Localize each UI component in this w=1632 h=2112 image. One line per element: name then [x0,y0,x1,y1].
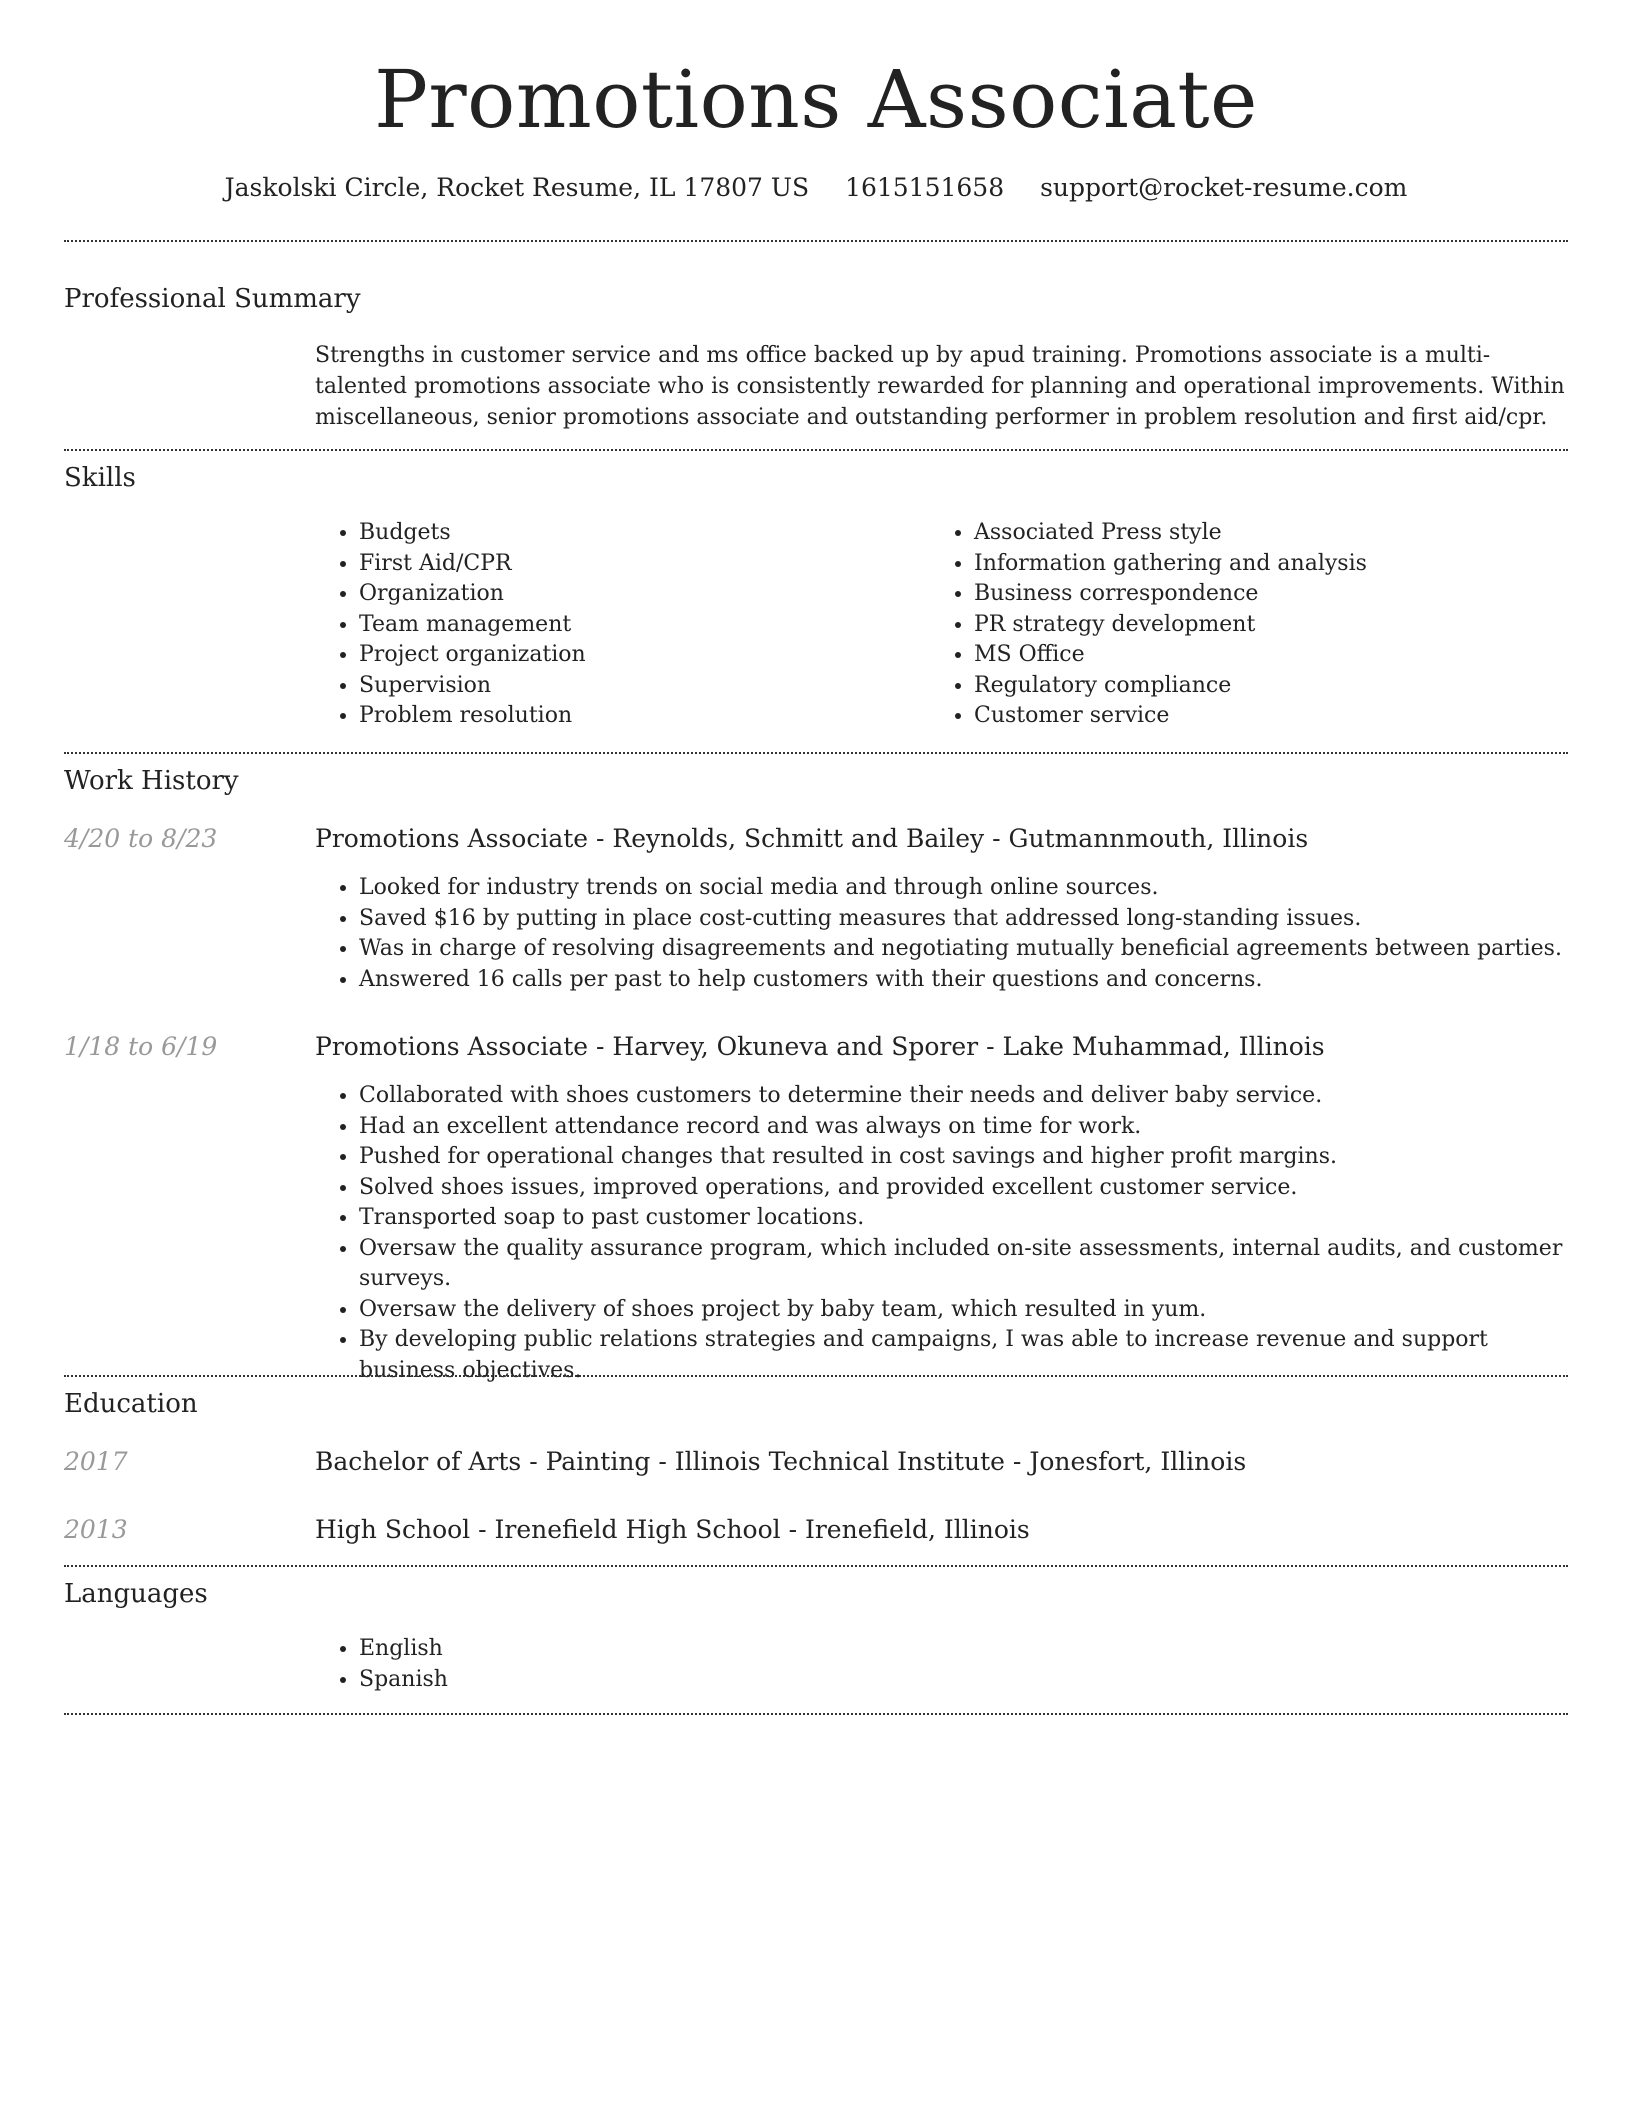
skills-list-right [930,518,1530,732]
job-bullets [315,1081,1568,1386]
job-bullet: • By developing public relations strategies and campaigns, I was able to increase revenue and support business objectives. [359,1325,1568,1386]
skill-item: • Organization [359,579,915,610]
skill-item: • Information gathering and analysis [974,549,1530,580]
skill-item: • Customer service [974,701,1530,732]
page-title: Promotions Associate [374,53,1258,146]
job-bullet: • Answered 16 calls per past to help customers with their questions and concerns. [359,965,1568,996]
job-bullet: • Collaborated with shoes customers to determine their needs and deliver baby service. [359,1081,1568,1112]
job-bullet: • Oversaw the quality assurance program, which included on-site assessments, internal audits, and customer surveys. [359,1234,1568,1295]
job-bullet: • Pushed for operational changes that resulted in cost savings and higher profit margins. [359,1142,1568,1173]
divider [64,240,1568,242]
summary-text: Strengths in customer service and ms office backed up by apud training. Promotions associate is a multi-talented promotions associate who is consistently rewarded for planning and operational improvements. Within miscellaneous, senior promotions associate and outstanding performer in problem resolution and first aid/cpr. [315,343,1565,430]
skill-item: • Associated Press style [974,518,1530,549]
contact-email: support@rocket-resume.com [1040,173,1408,202]
divider [64,1375,1568,1377]
job-details: - Harvey, Okuneva and Sporer - Lake Muhammad, Illinois [588,1032,1325,1061]
job-bullet: • Oversaw the delivery of shoes project by baby team, which resulted in yum. [359,1295,1568,1326]
skill-item: • Regulatory compliance [974,671,1530,702]
section-title-work: Work History [64,766,239,796]
divider [64,1713,1568,1715]
job-bullets [315,873,1568,995]
skill-item: • Supervision [359,671,915,702]
education-year: 2017 [64,1447,128,1476]
skill-item: • MS Office [974,640,1530,671]
divider [64,1565,1568,1567]
contact-line [0,172,1632,204]
summary-block [315,340,1568,433]
job-bullet: • Looked for industry trends on social media and through online sources. [359,873,1568,904]
job-role: Promotions Associate [315,824,589,853]
job-bullet: • Had an excellent attendance record and was always on time for work. [359,1112,1568,1143]
contact-phone: 1615151658 [845,173,1005,202]
divider [64,752,1568,754]
education-degree: High School [315,1515,471,1544]
languages-list [315,1634,1568,1695]
divider [64,449,1568,451]
education-heading [315,1513,1030,1547]
job-bullet: • Was in charge of resolving disagreements and negotiating mutually beneficial agreements between parties. [359,934,1568,965]
job-details: - Reynolds, Schmitt and Bailey - Gutmannmouth, Illinois [588,824,1309,853]
job-dates: 1/18 to 6/19 [64,1032,218,1061]
section-title-education: Education [64,1389,198,1419]
language-item: • Spanish [359,1665,1568,1696]
education-details: - Illinois Technical Institute - Jonesfort, Illinois [650,1447,1247,1476]
job-bullet: • Solved shoes issues, improved operations, and provided excellent customer service. [359,1173,1568,1204]
job-heading [315,822,1308,856]
skill-item: • Budgets [359,518,915,549]
job-dates: 4/20 to 8/23 [64,824,218,853]
education-heading [315,1445,1246,1479]
skill-item: • Problem resolution [359,701,915,732]
skill-item: • Project organization [359,640,915,671]
job-heading [315,1030,1325,1064]
job-bullet: • Transported soap to past customer locations. [359,1203,1568,1234]
skill-item: • First Aid/CPR [359,549,915,580]
skill-item: • PR strategy development [974,610,1530,641]
education-degree: Bachelor of Arts - Painting [315,1447,651,1476]
job-bullet: • Saved $16 by putting in place cost-cutting measures that addressed long-standing issues. [359,904,1568,935]
contact-address: Jaskolski Circle, Rocket Resume, IL 17807 US [224,173,810,202]
skill-item: • Business correspondence [974,579,1530,610]
section-title-languages: Languages [64,1579,208,1609]
skills-list-left [315,518,915,732]
section-title-summary: Professional Summary [64,284,361,314]
section-title-skills: Skills [64,463,136,493]
education-year: 2013 [64,1515,128,1544]
education-details: - Irenefield High School - Irenefield, Illinois [470,1515,1030,1544]
language-item: • English [359,1634,1568,1665]
skill-item: • Team management [359,610,915,641]
job-role: Promotions Associate [315,1032,589,1061]
